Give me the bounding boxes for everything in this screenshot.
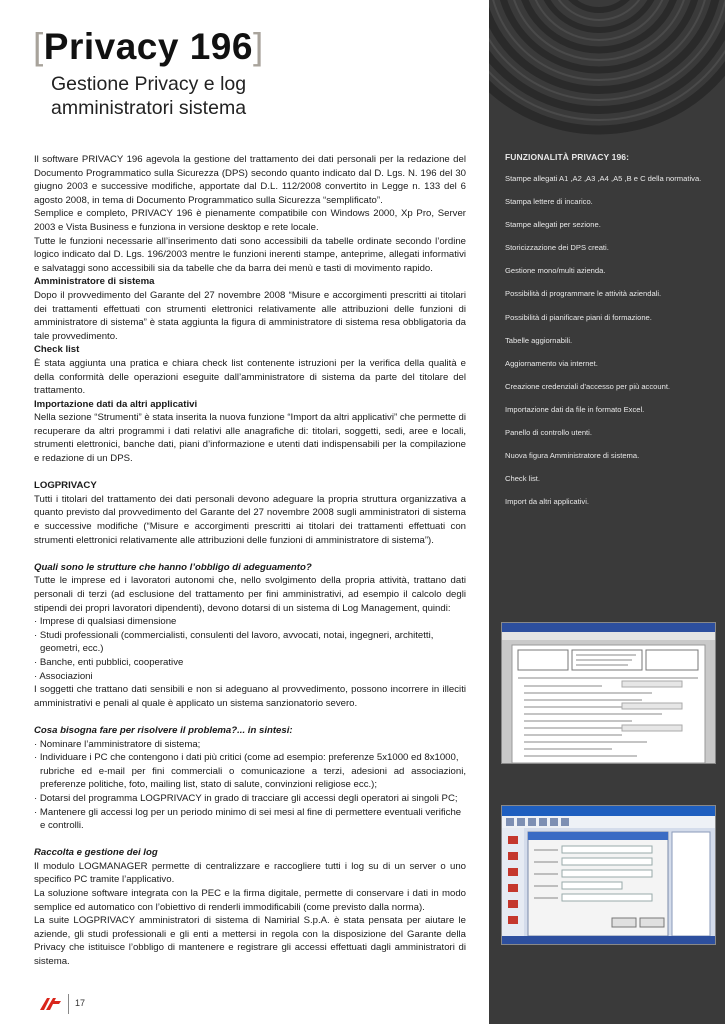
paragraph: Tutte le funzioni necessarie all’inserimento dati sono accessibili da tabelle ordinate secondo l’ordine logico indicato dal D. Lgs. 196/2003 mentre le funzioni inerenti stampe, anteprime, allegati informativi e salvataggi sono accessibili sia da tabelle che da barra dei menù e tasti di movimento rapido. — [34, 235, 466, 274]
feature-item: Gestione mono/multi azienda. — [505, 266, 606, 276]
section-heading: Amministratore di sistema — [34, 276, 155, 288]
sidebar — [489, 0, 725, 1024]
section-heading: Check list — [34, 344, 80, 356]
page-title — [33, 26, 264, 68]
feature-item: Creazione credenziali d’accesso per più account. — [505, 381, 671, 391]
section-heading: Quali sono le strutture che hanno l’obbligo di adeguamento? — [34, 561, 312, 573]
list-item: · Studi professionali (commercialisti, consulenti del lavoro, avvocati, notai, ingegneri, architetti, — [34, 629, 434, 641]
list-item: · Mantenere gli accessi log per un periodo minimo di sei mesi al fine di permettere eventuali verifiche — [34, 806, 462, 818]
feature-item: Possibilità di pianificare piani di formazione. — [505, 312, 652, 322]
namirial-logo-icon — [40, 996, 62, 1010]
list-item-continuation: e controlli. — [40, 820, 84, 832]
list-item-continuation: rubriche ed e-mail per fini commerciali o comunicazione a terzi, adesioni ad associazioni, preferenze politiche, foto, mailing list, stato di salute, convinzioni religiose ecc.); — [40, 765, 466, 791]
page-number: 17 — [75, 998, 86, 1008]
title-text: Privacy 196 — [43, 26, 253, 67]
list-item: · Nominare l’amministratore di sistema; — [34, 738, 201, 750]
feature-item: Tabelle aggiornabili. — [505, 335, 573, 345]
software-screenshot-application — [501, 805, 716, 945]
paragraph: Tutti i titolari del trattamento dei dati personali devono adeguare la propria struttura organizzativa a quanto previsto dal provvedimento del Garante del 27 novembre 2008 sugli amministratori di sistema e successive modifiche (“Misure e accorgimenti prescritti ai titolari dei trattamenti effettuati con strumenti elettronici relativamente alle attribuzioni delle funzioni di amministratore di sistema”). — [34, 493, 466, 546]
page-subtitle — [51, 72, 246, 120]
paragraph: La soluzione software integrata con la PEC e la firma digitale, permette di conservare i dati in modo semplice ed automatico con l’obiettivo di renderli immodificabili (come previsto dalla norma). — [34, 888, 466, 913]
feature-item: Storicizzazione dei DPS creati. — [505, 243, 609, 253]
section-heading: Cosa bisogna fare per risolvere il problema?... in sintesi: — [34, 724, 293, 736]
feature-item: Stampe allegati per sezione. — [505, 220, 601, 230]
footer-divider — [68, 994, 69, 1014]
list-item: · Associazioni — [34, 670, 93, 682]
feature-item: Aggiornamento via internet. — [505, 358, 598, 368]
document-preview-image — [502, 623, 715, 763]
feature-item: Stampe allegati A1 ,A2 ,A3 ,A4 ,A5 ,B e C della normativa. — [505, 174, 702, 183]
paragraph: È stata aggiunta una pratica e chiara check list contenente istruzioni per la verifica della qualità e della conformità delle operazioni eseguite dall’amministratore di sistema da parte del titolare del trattamento. — [34, 357, 466, 397]
list-item: · Imprese di qualsiasi dimensione — [34, 616, 177, 628]
section-heading: Raccolta e gestione dei log — [34, 847, 158, 859]
subtitle-line: amministratori sistema — [51, 97, 247, 119]
feature-item: Possibilità di programmare le attività aziendali. — [505, 289, 662, 299]
subtitle-line: Gestione Privacy e log — [51, 73, 247, 95]
feature-item: Nuova figura Amministratore di sistema. — [505, 451, 640, 461]
article-body — [34, 153, 466, 969]
paragraph: La suite LOGPRIVACY amministratori di sistema di Namirial S.p.A. è stata pensata per aiutare le aziende, gli studi professionali e gli enti a mettersi in regola con la disposizione del Garante della Privacy che istituisce l’obbligo di mantenere e registrare gli accessi effettuati dagli amministratori di sistema. — [34, 915, 466, 968]
software-screenshot-document — [501, 622, 716, 764]
features-panel — [505, 152, 715, 520]
feature-item: Panello di controllo utenti. — [505, 428, 592, 438]
feature-item: Check list. — [505, 474, 541, 484]
paragraph: Nella sezione “Strumenti” è stata inserita la nuova funzione “Import da altri applicativi” che permette di recuperare da altri programmi i dati relativi alle anagrafiche di: titolari, soggetti, sedi, aree e locali, strumenti elettronici, banche dati, piani d’informazione e utenti dati indispensabili per la compilazione e redazione di un DPS. — [34, 412, 466, 465]
paragraph: Dopo il provvedimento del Garante del 27 novembre 2008 “Misure e accorgimenti prescritti ai titolari dei trattamenti effettuati con strumenti elettronici relativamente alle attribuzioni delle funzioni di amministratore di sistema” è stata aggiunta la figura di amministratore di sistema resa obbligatoria da tale provvedimento. — [34, 289, 466, 342]
decorative-rings — [489, 0, 725, 150]
section-heading: Importazione dati da altri applicativi — [34, 398, 198, 410]
feature-item: Importazione dati da file in formato Excel. — [505, 404, 645, 414]
feature-item: Import da altri applicativi. — [505, 497, 589, 507]
section-heading: LOGPRIVACY — [34, 480, 97, 492]
application-window-image — [502, 806, 715, 944]
feature-item: Stampa lettere di incarico. — [505, 197, 593, 207]
list-item: · Banche, enti pubblici, cooperative — [34, 656, 184, 668]
features-heading: FUNZIONALITÀ PRIVACY 196: — [505, 152, 630, 162]
list-item: · Dotarsi del programma LOGPRIVACY in grado di tracciare gli accessi degli operatori ai singoli PC; — [34, 792, 458, 804]
features-list — [505, 174, 715, 508]
paragraph: Semplice e completo, PRIVACY 196 è pienamente compatibile con Windows 2000, Xp Pro, Server 2003 e Vista Business e funziona in versione desktop e rete locale. — [34, 208, 466, 233]
paragraph: I soggetti che trattano dati sensibili e non si adeguano al provvedimento, possono incorrere in illeciti amministrativi e penali al quale è applicato un sistema sanzionatorio severo. — [34, 684, 466, 709]
title-bracket-close: ] — [252, 26, 264, 67]
paragraph: Il modulo LOGMANAGER permette di centralizzare e raccogliere tutti i log su di un server o uno specifico PC tramite l’applicativo. — [34, 860, 466, 886]
list-item: · Individuare i PC che contengono i dati più critici (come ad esempio: preferenze 5x1000 ed 8x1000, — [34, 752, 459, 764]
paragraph: Tutte le imprese ed i lavoratori autonomi che, nello svolgimento della propria attività, trattano dati personali di terzi (ad esclusione del trattamento per fini amministrativi, ad esempio il calcolo degli stipendi dei propri lavoratori dipendenti), devono dotarsi di un sistema di Log Management, quindi: — [34, 575, 466, 614]
title-bracket-open: [ — [33, 26, 44, 67]
list-item-continuation: geometri, ecc.) — [40, 643, 104, 655]
paragraph: Il software PRIVACY 196 agevola la gestione del trattamento dei dati personali per la redazione del Documento Programmatico sulla Sicurezza (DPS) secondo quanto indicato dal D. Lgs. N. 196 del 30 giugno 2003 e successive modifiche, apportate dal D.L. 112/2008 convertito in Legge n. 133 del 6 agosto 2008, in tema di Documento Programmatico sulla Sicurezza “semplificato”. — [34, 154, 466, 206]
